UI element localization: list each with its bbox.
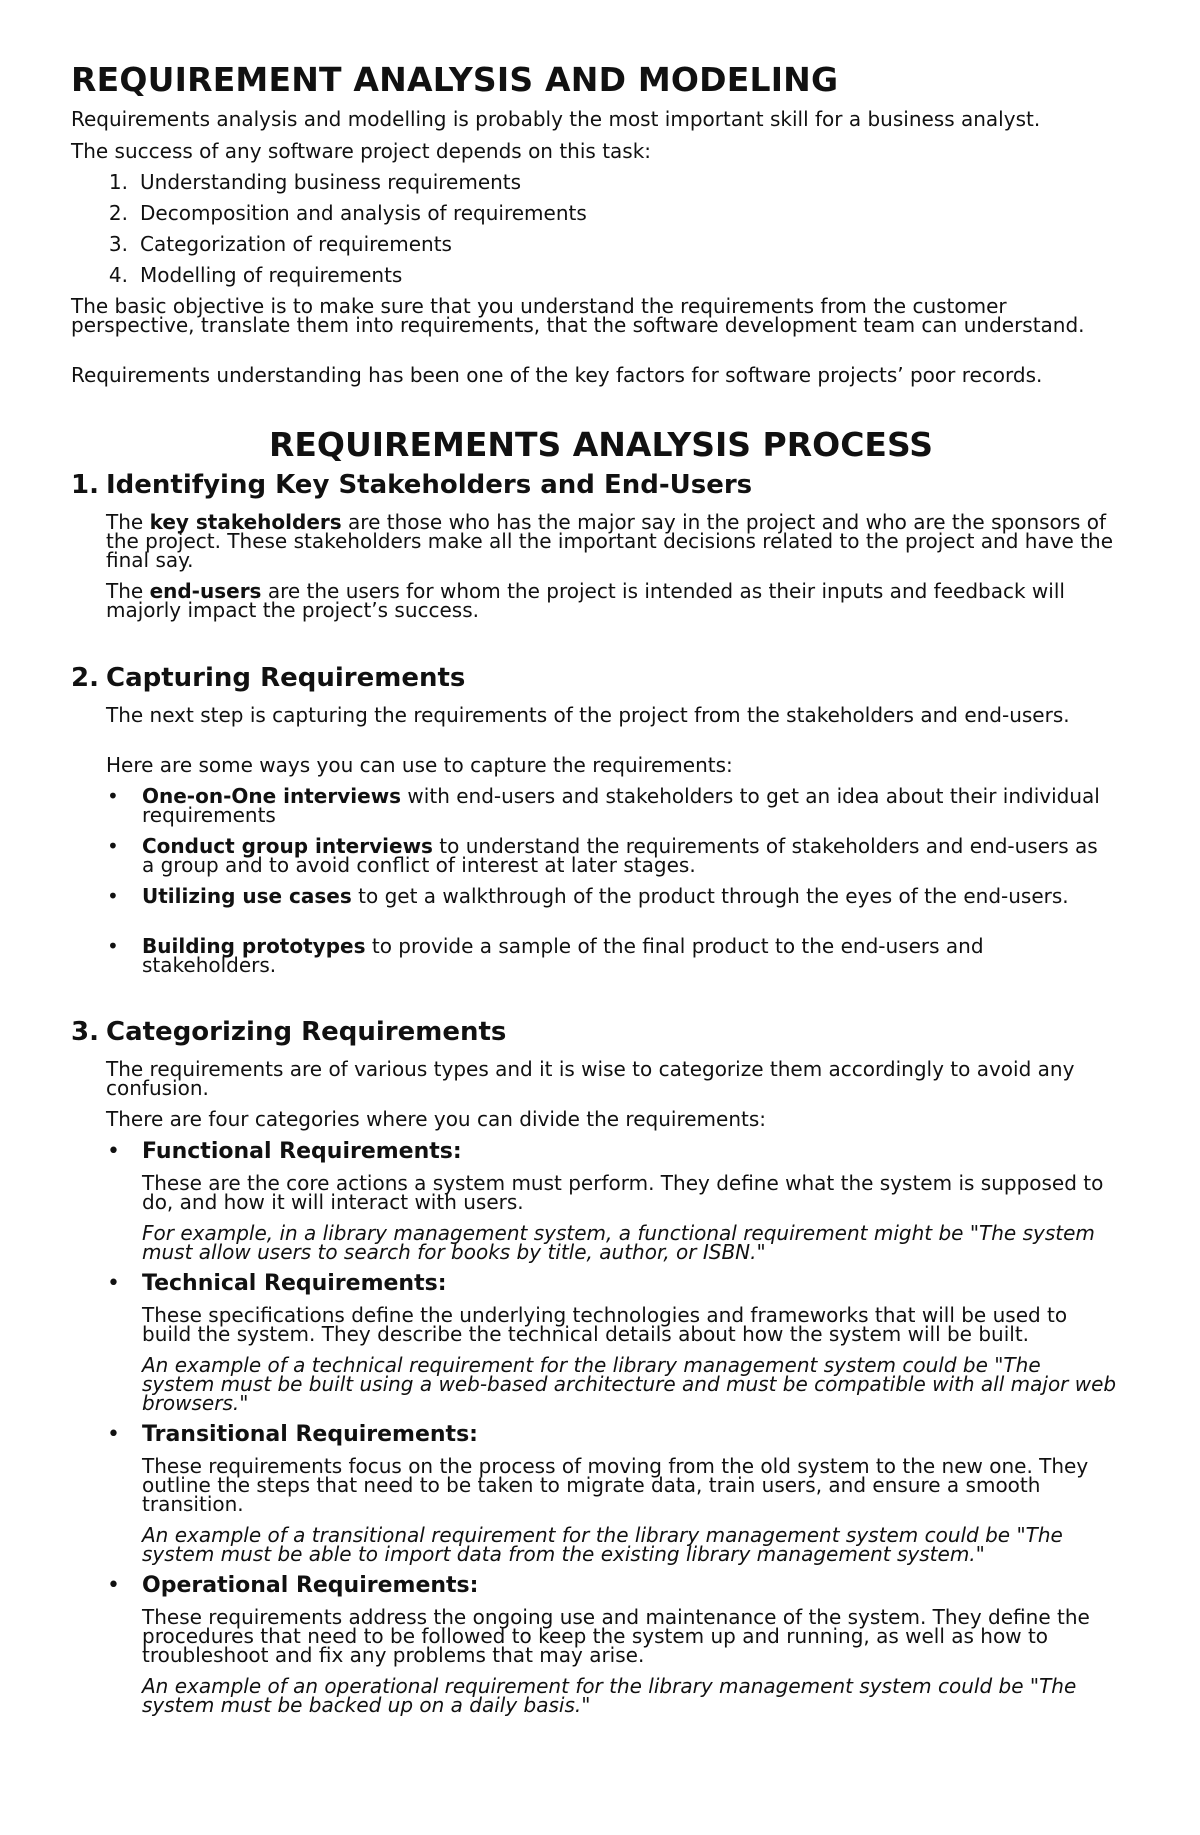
section-3-paragraph-2: There are four categories where you can divide the requirements: [106, 1107, 766, 1131]
category-transitional-description: These requirements focus on the process of moving from the old system to the new one. They outline the steps that need to be taken to migrate data, train users, and ensure a smooth transition. [142, 1454, 1089, 1516]
understanding-paragraph: Requirements understanding has been one of the key factors for software projects’ poor records. [71, 363, 1043, 387]
category-technical-heading: • Technical Requirements: [107, 1271, 447, 1296]
section-1-paragraph-2: The end-users are the users for whom the project is intended as their inputs and feedback will majorly impact the project’s success. [106, 579, 1065, 622]
category-technical-example: An example of a technical requirement for the library management system could be "The system must be built using a web-based architecture and must be compatible with all major web browsers." [142, 1353, 1117, 1415]
section-3-heading: 3. Categorizing Requirements [71, 1017, 507, 1047]
category-functional-heading: • Functional Requirements: [107, 1139, 462, 1164]
section-2-paragraph-2: Here are some ways you can use to capture the requirements: [106, 753, 733, 777]
category-operational-example: An example of an operational requirement for the library management system could be "The system must be backed up on a daily basis." [142, 1674, 1077, 1717]
category-technical-description: These specifications define the underlying technologies and frameworks that will be used to build the system. They describe the technical details about how the system will be built. [142, 1303, 1068, 1346]
task-item-1: 1. Understanding business requirements [108, 170, 522, 194]
document-title: REQUIREMENT ANALYSIS AND MODELING [71, 60, 839, 99]
category-operational-heading: • Operational Requirements: [107, 1573, 479, 1598]
task-item-3: 3. Categorization of requirements [108, 232, 452, 256]
section-2-heading: 2. Capturing Requirements [71, 663, 466, 693]
category-operational-description: These requirements address the ongoing use and maintenance of the system. They define the procedures that need to be followed to keep the system up and running, as well as how to troubleshoot and fix any problems that may arise. [142, 1605, 1090, 1667]
section-1-paragraph-1: The key stakeholders are those who has the major say in the project and who are the sponsors of the project. These stakeholders make all the important decisions related to the project and have the final say. [106, 510, 1114, 572]
objective-paragraph: The basic objective is to make sure that you understand the requirements from the customer perspective, translate them into requirements, that the software development team can understand. [71, 294, 1085, 337]
section-2-paragraph-1: The next step is capturing the requirements of the project from the stakeholders and end-users. [106, 703, 1070, 727]
section-3-paragraph-1: The requirements are of various types and it is wise to categorize them accordingly to avoid any confusion. [106, 1057, 1075, 1100]
process-title: REQUIREMENTS ANALYSIS PROCESS [268, 425, 934, 464]
intro-paragraph-2: The success of any software project depends on this task: [71, 139, 652, 163]
category-functional-description: These are the core actions a system must perform. They define what the system is supposed to do, and how it will interact with users. [142, 1171, 1104, 1214]
category-transitional-heading: • Transitional Requirements: [107, 1422, 478, 1447]
category-transitional-example: An example of a transitional requirement for the library management system could be "The system must be able to import data from the existing library management system." [142, 1523, 1063, 1566]
task-item-4: 4. Modelling of requirements [108, 263, 403, 287]
task-item-2: 2. Decomposition and analysis of requirements [108, 201, 587, 225]
section-1-heading: 1. Identifying Key Stakeholders and End-Users [71, 470, 753, 500]
category-functional-example: For example, in a library management system, a functional requirement might be "The system must allow users to search for books by title, author, or ISBN." [142, 1221, 1095, 1264]
intro-paragraph-1: Requirements analysis and modelling is probably the most important skill for a business analyst. [71, 107, 1041, 131]
